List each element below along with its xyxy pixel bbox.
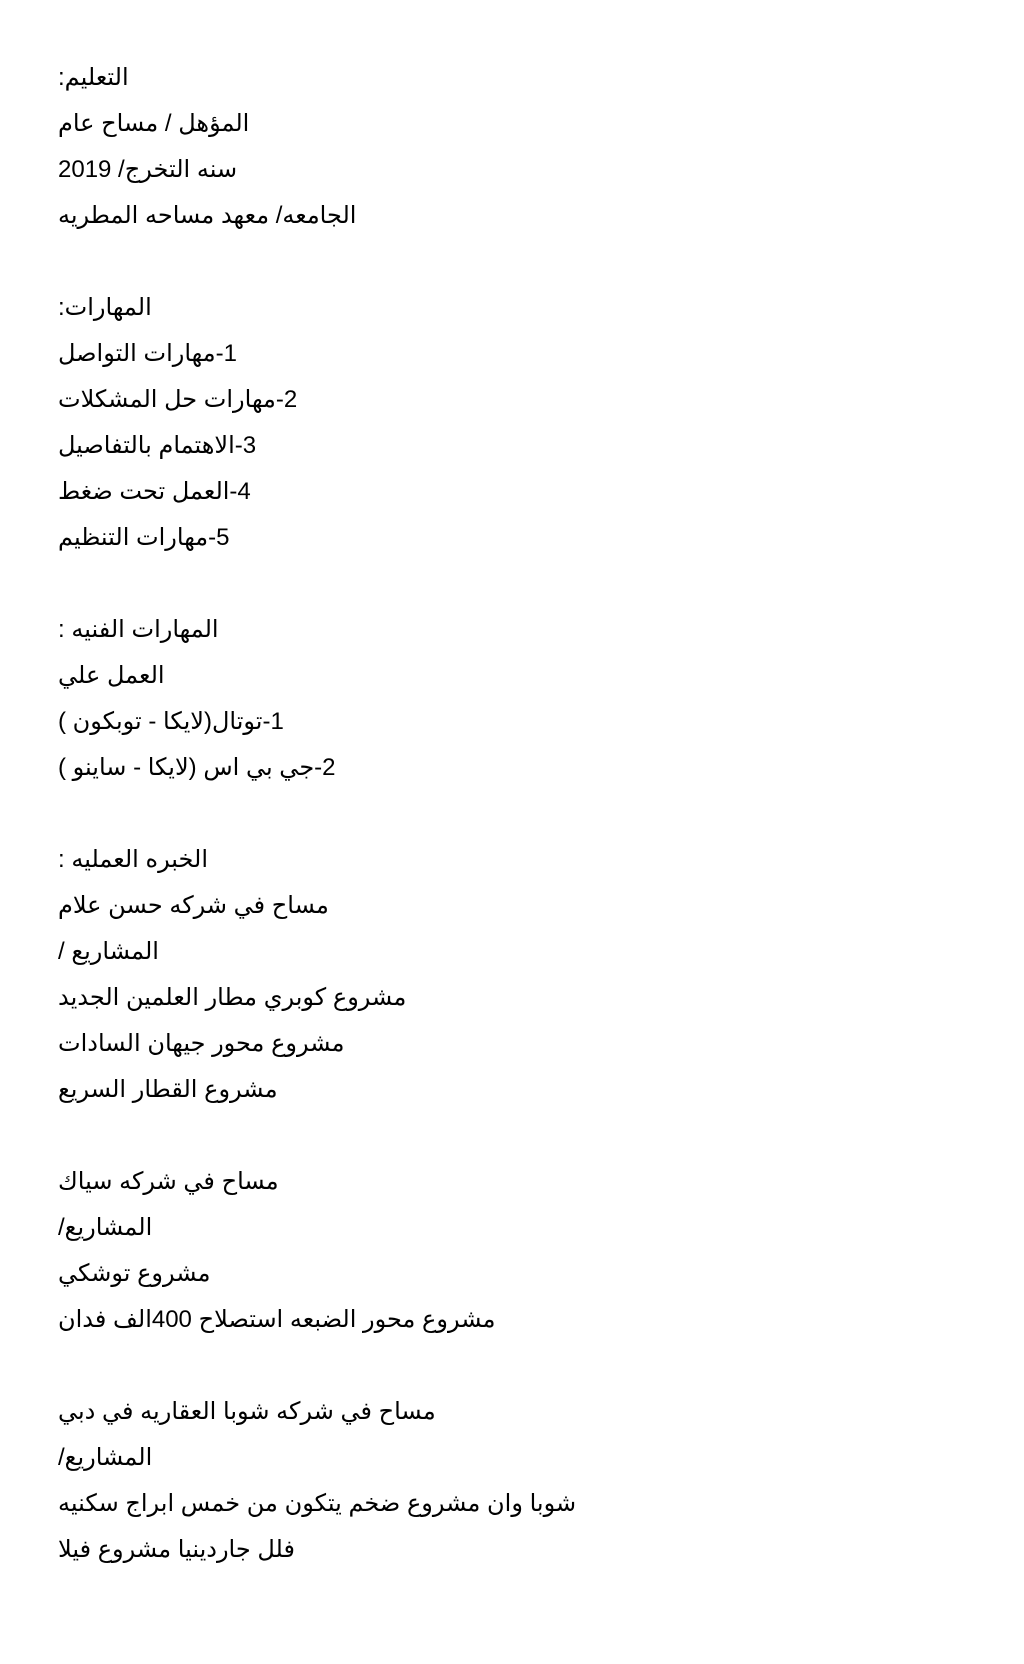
job-entry [58,1159,938,1343]
project-item: مشروع كوبري مطار العلمين الجديد [58,984,407,1011]
job-entry [58,883,938,1113]
section-gap [58,1113,938,1159]
university-line: الجامعه/ معهد مساحه المطريه [58,202,357,229]
skills-section [58,285,938,561]
skills-heading: المهارات: [58,294,152,321]
project-item: مشروع محور الضبعه استصلاح 400الف فدان [58,1306,496,1333]
technical-skill-item: 2-جي بي اس (لايكا - ساينو ) [58,754,336,781]
graduation-year-line: سنه التخرج/ 2019 [58,156,238,183]
project-item: مشروع محور جيهان السادات [58,1030,345,1057]
education-section [58,55,938,239]
skill-item: 2-مهارات حل المشكلات [58,386,298,413]
technical-skills-section [58,607,938,791]
technical-skill-item: 1-توتال(لايكا - توبكون ) [58,708,284,735]
section-gap [58,561,938,607]
cv-document [58,55,938,1573]
skill-item: 5-مهارات التنظيم [58,524,230,551]
project-item: شوبا وان مشروع ضخم يتكون من خمس ابراج سكنيه [58,1490,577,1517]
section-gap [58,1343,938,1389]
technical-skills-intro: العمل علي [58,662,165,689]
projects-label: المشاريع / [58,938,159,965]
experience-section [58,837,938,1573]
skill-item: 3-الاهتمام بالتفاصيل [58,432,257,459]
job-title: مساح في شركه حسن علام [58,892,329,919]
education-heading: التعليم: [58,64,129,91]
section-gap [58,239,938,285]
project-item: مشروع القطار السريع [58,1076,278,1103]
projects-label: المشاريع/ [58,1444,153,1471]
experience-heading: الخبره العمليه : [58,846,209,873]
project-item: فلل جاردينيا مشروع فيلا [58,1536,295,1563]
skill-item: 1-مهارات التواصل [58,340,237,367]
qualification-line: المؤهل / مساح عام [58,110,250,137]
projects-label: المشاريع/ [58,1214,153,1241]
technical-skills-heading: المهارات الفنيه : [58,616,219,643]
job-title: مساح في شركه شوبا العقاريه في دبي [58,1398,436,1425]
job-title: مساح في شركه سياك [58,1168,279,1195]
job-entry [58,1389,938,1573]
skill-item: 4-العمل تحت ضغط [58,478,251,505]
section-gap [58,791,938,837]
project-item: مشروع توشكي [58,1260,211,1287]
